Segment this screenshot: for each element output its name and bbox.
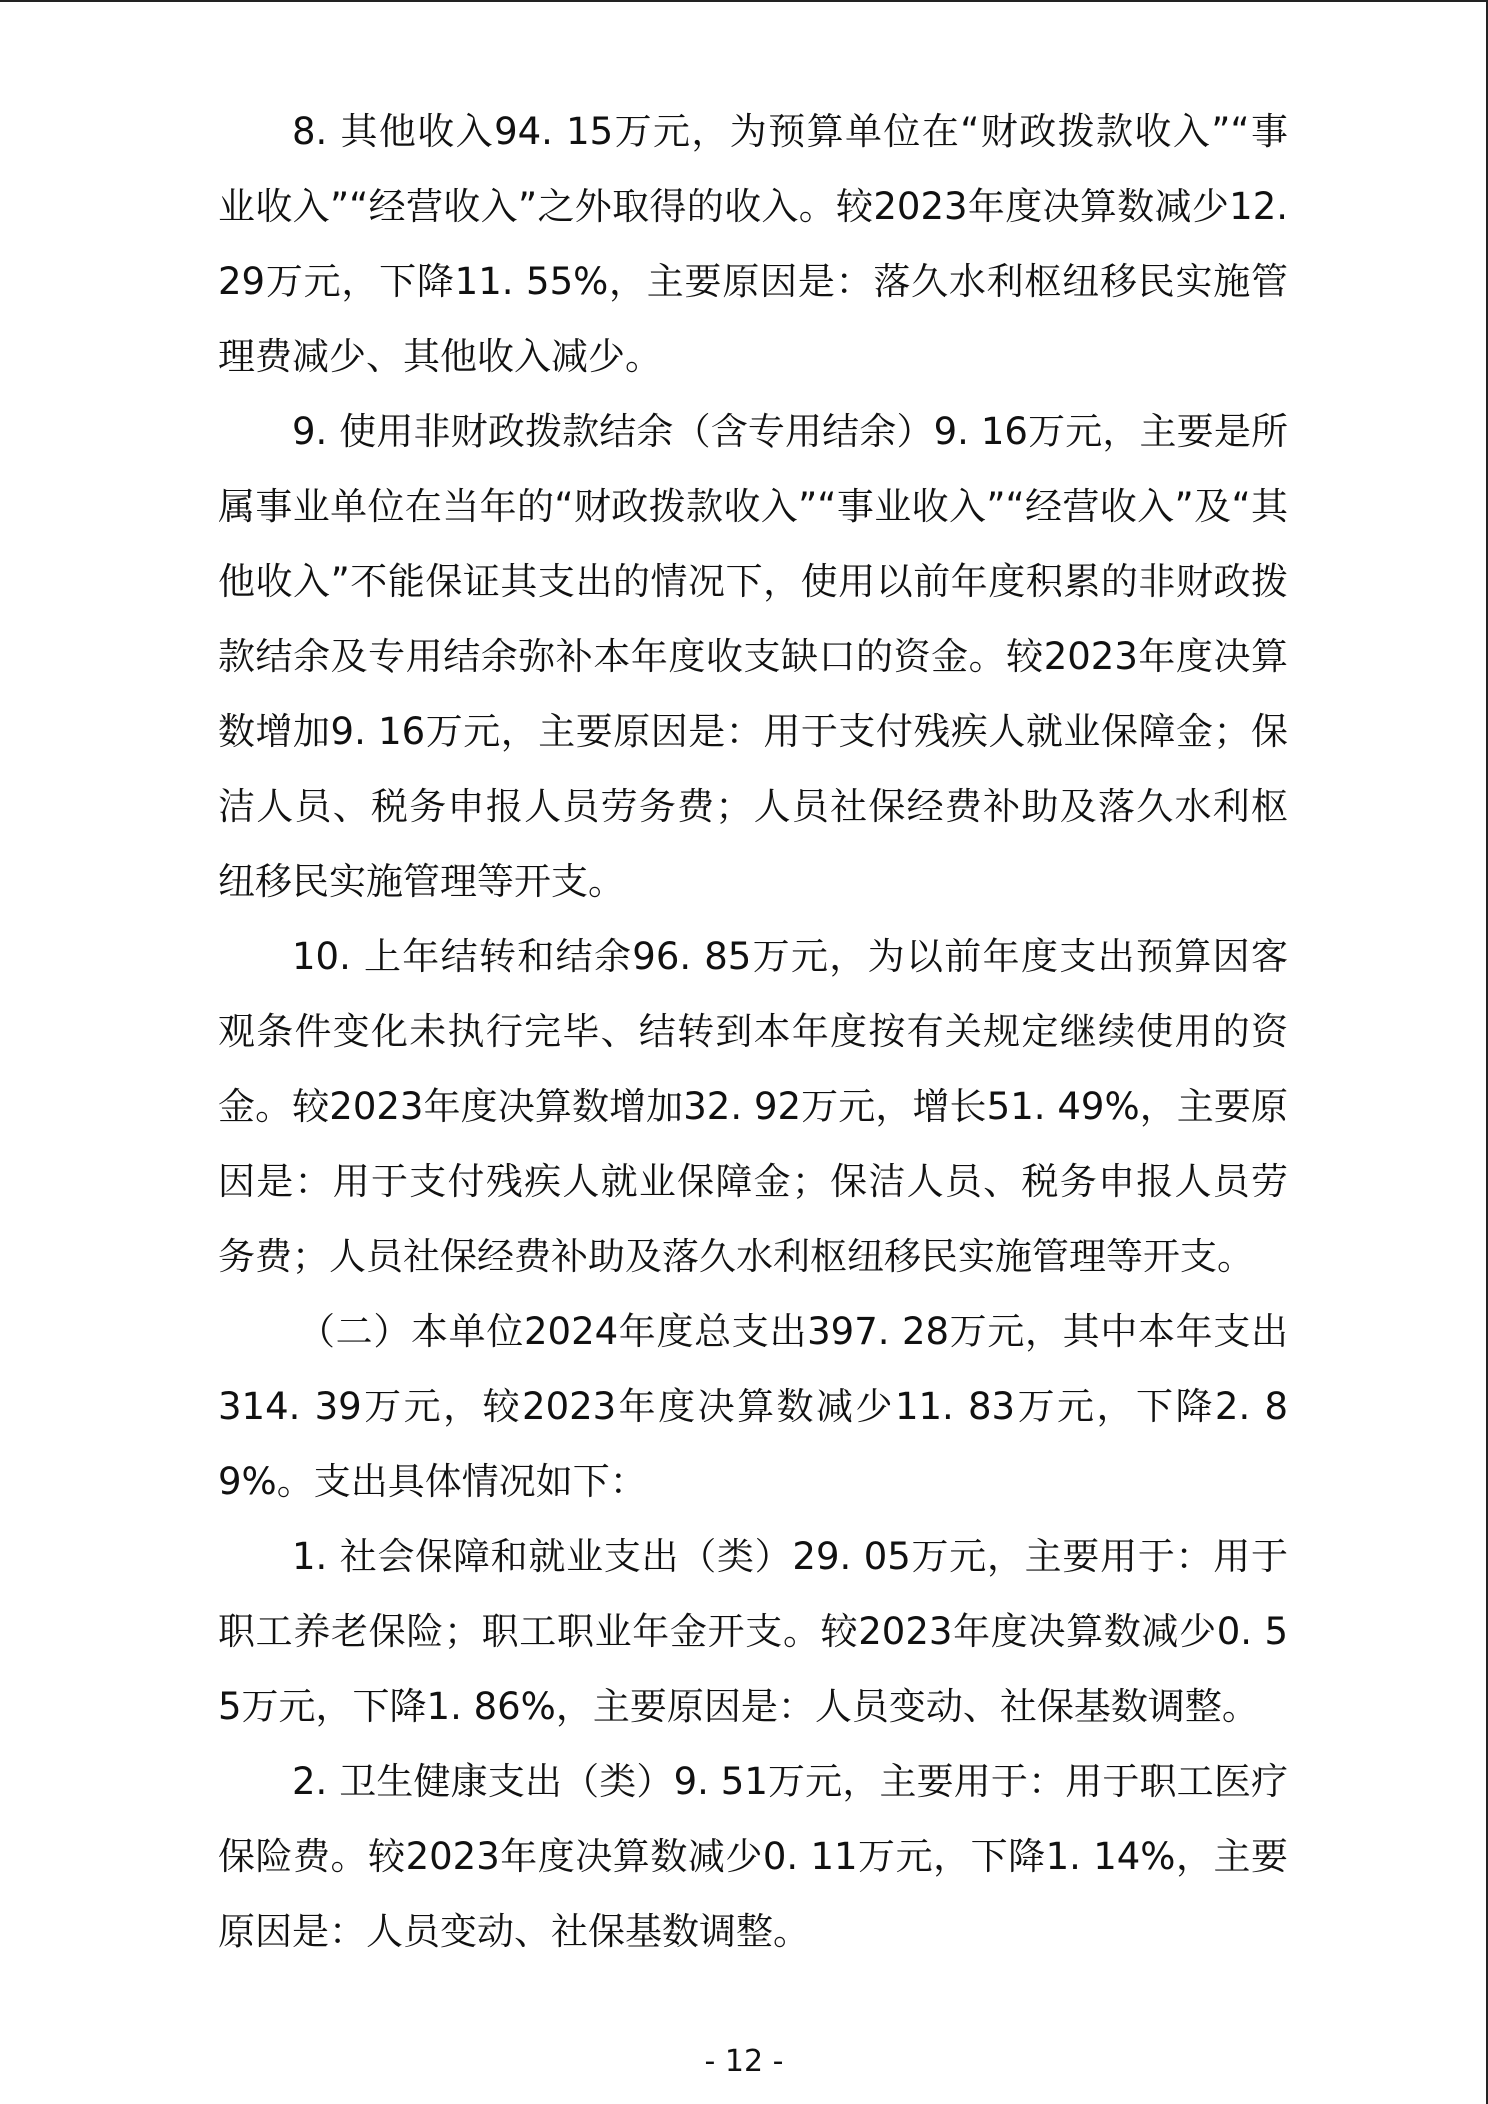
paragraph-non-fiscal-balance: 9. 使用非财政拨款结余（含专用结余）9. 16万元，主要是所属事业单位在当年的“财政拨款收入”“事业收入”“经营收入”及“其他收入”不能保证其支出的情况下，使用以前年度积累的非财政拨款结余及专用结余弥补本年度收支缺口的资金。较2023年度决算数增加9. 16万元，主要原因是：用于支付残疾人就业保障金；保洁人员、税务申报人员劳务费；人员社保经费补助及落久水利枢纽移民实施管理等开支。 — [218, 410, 1288, 903]
page-number: - 12 - — [704, 2044, 784, 2079]
paragraph-other-income: 8. 其他收入94. 15万元，为预算单位在“财政拨款收入”“事业收入”“经营收入”之外取得的收入。较2023年度决算数减少12. 29万元，下降11. 55%，主要原因是：落久水利枢纽移民实施管理费减少、其他收入减少。 — [218, 110, 1288, 378]
paragraph-social-security-expenditure: 1. 社会保障和就业支出（类）29. 05万元，主要用于：用于职工养老保险；职工职业年金开支。较2023年度决算数减少0. 55万元，下降1. 86%，主要原因是：人员变动、社保基数调整。 — [218, 1535, 1288, 1728]
paragraph-total-expenditure: （二）本单位2024年度总支出397. 28万元，其中本年支出314. 39万元，较2023年度决算数减少11. 83万元，下降2. 89%。支出具体情况如下： — [218, 1310, 1288, 1503]
paragraph-health-expenditure: 2. 卫生健康支出（类）9. 51万元，主要用于：用于职工医疗保险费。较2023年度决算数减少0. 11万元，下降1. 14%，主要原因是：人员变动、社保基数调整。 — [218, 1760, 1288, 1953]
paragraph-prior-year-carryover: 10. 上年结转和结余96. 85万元，为以前年度支出预算因客观条件变化未执行完毕、结转到本年度按有关规定继续使用的资金。较2023年度决算数增加32. 92万元，增长51. 49%，主要原因是：用于支付残疾人就业保障金；保洁人员、税务申报人员劳务费；人员社保经费补助及落久水利枢纽移民实施管理等开支。 — [218, 935, 1288, 1278]
document-body — [218, 94, 1288, 1969]
